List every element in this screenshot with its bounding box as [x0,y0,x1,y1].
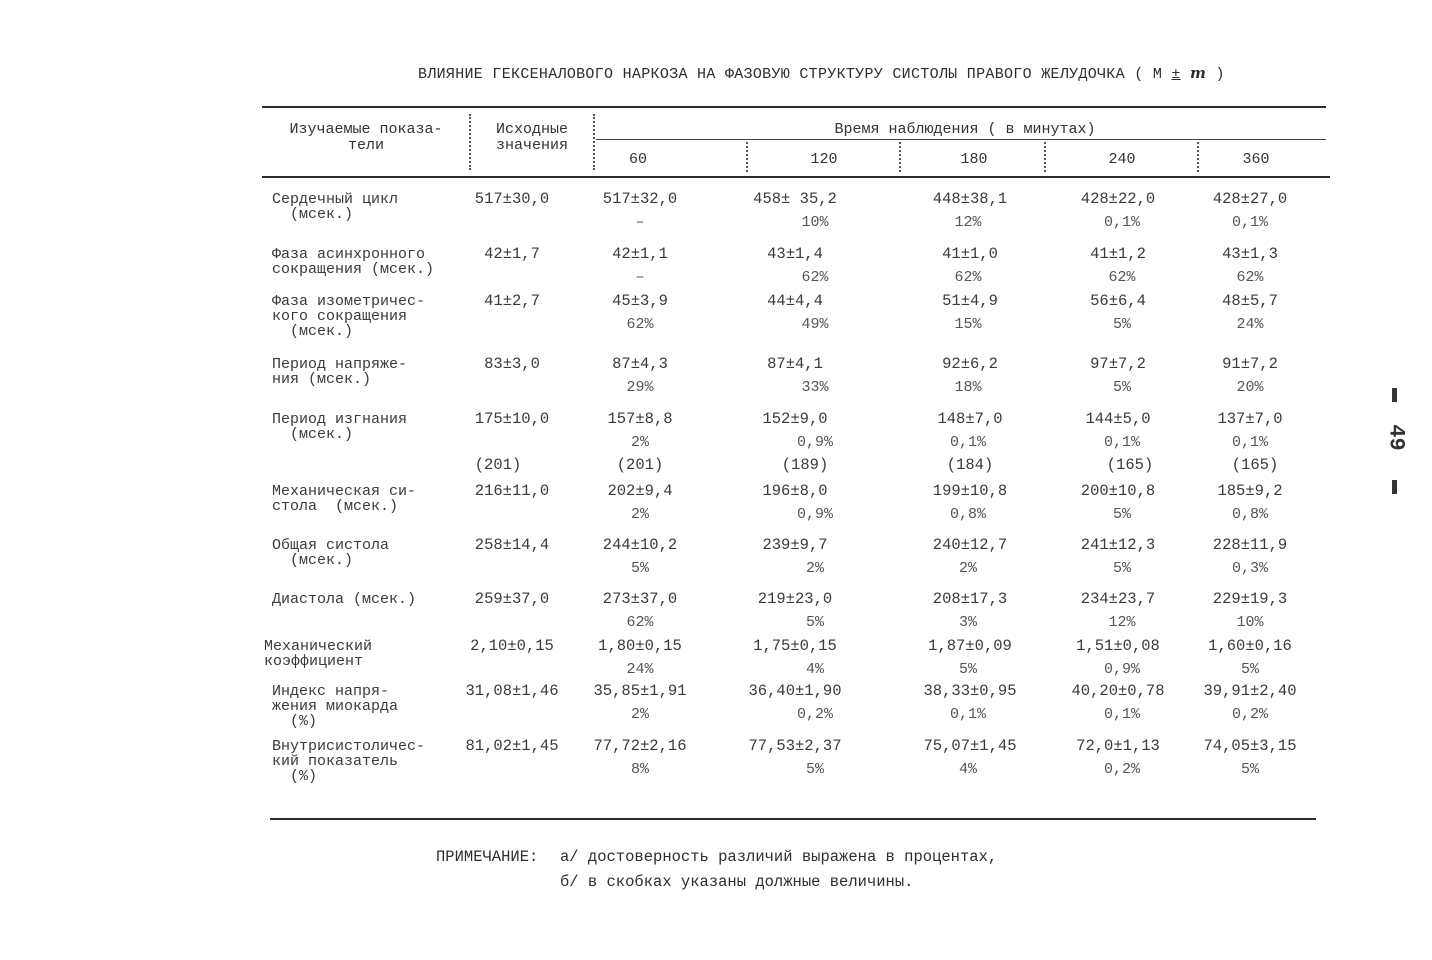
header-separator [593,114,595,170]
value-cell: 273±37,0 [602,590,678,608]
significance-cell: 2% [958,560,977,577]
row-label: Механический коэффициент [264,638,373,670]
row-label: Общая систола (мсек.) [272,537,390,569]
significance-cell: 0,8% [949,506,986,523]
header-time-60: 60 [628,151,647,168]
header-time-180: 180 [960,151,988,168]
value-cell: 144±5,0 [1085,410,1151,428]
significance-cell: 5% [1240,661,1259,678]
significance-cell: 0,1% [949,434,986,451]
significance-cell: 0,9% [1103,661,1140,678]
row-label: Диастола (мсек.) [272,591,417,608]
value-cell: 87±4,3 [612,355,668,373]
header-time-240: 240 [1108,151,1136,168]
initial-value-cell: 41±2,7 [484,292,540,310]
header-separator [746,142,748,172]
significance-cell: 5% [958,661,977,678]
significance-cell: 0,2% [796,706,833,723]
page-number-dash [1392,480,1397,494]
significance-cell: 5% [1112,506,1131,523]
value-cell: 448±38,1 [932,190,1008,208]
row-label: Сердечный цикл (мсек.) [272,191,399,223]
significance-cell: 0,1% [1103,214,1140,231]
significance-cell: 0,8% [1231,506,1268,523]
value-cell: 39,91±2,40 [1203,682,1297,700]
value-cell: 196±8,0 [762,482,828,500]
significance-cell: 2% [630,506,649,523]
header-observation-time: Время наблюдения ( в минутах) [834,121,1096,138]
header-time-360: 360 [1242,151,1270,168]
row-label: Фаза асинхронного сокращения (мсек.) [272,246,435,278]
significance-cell: 5% [1112,560,1131,577]
value-cell: 157±8,8 [607,410,673,428]
initial-value-cell: 31,08±1,46 [465,682,559,700]
value-cell: 44±4,4 [767,292,823,310]
header-separator [469,114,471,170]
significance-cell: 5% [1112,316,1131,333]
value-cell: 56±6,4 [1090,292,1146,310]
initial-value-cell: 259±37,0 [474,590,550,608]
significance-cell: 0,9% [796,434,833,451]
significance-cell: 33% [801,379,829,396]
significance-cell: 0,1% [1103,434,1140,451]
value-cell: 41±1,2 [1090,245,1146,263]
initial-value-cell: 216±11,0 [474,482,550,500]
value-cell: 200±10,8 [1080,482,1156,500]
title-m-symbol: m [1190,64,1207,82]
value-cell: 1,51±0,08 [1076,637,1160,655]
value-cell: 75,07±1,45 [923,737,1017,755]
significance-cell: 62% [1108,269,1136,286]
significance-cell: 2% [630,706,649,723]
value-cell: 517±32,0 [602,190,678,208]
normative-value-cell: (165) [1231,456,1279,474]
significance-cell: 62% [626,316,654,333]
header-bottom-rule [262,176,1330,178]
significance-cell: 29% [626,379,654,396]
header-separator [1197,142,1199,172]
significance-cell: 0,2% [1231,706,1268,723]
header-time-120: 120 [810,151,838,168]
significance-cell: 0,3% [1231,560,1268,577]
header-indicators: Изучаемые показа- тели [289,121,443,154]
row-label: Период изгнания (мсек.) [272,411,408,443]
value-cell: 428±27,0 [1212,190,1288,208]
value-cell: 92±6,2 [942,355,998,373]
row-label: Период напряже- ния (мсек.) [272,356,408,388]
value-cell: 51±4,9 [942,292,998,310]
initial-value-cell: 42±1,7 [484,245,540,263]
title-prefix: ВЛИЯНИЕ ГЕКСЕНАЛОВОГО НАРКОЗА НА ФАЗОВУЮ СТРУКТУРУ СИСТОЛЫ ПРАВОГО ЖЕЛУДОЧКА ( М [418,66,1172,83]
value-cell: 40,20±0,78 [1071,682,1165,700]
value-cell: 35,85±1,91 [593,682,687,700]
significance-cell: 8% [630,761,649,778]
value-cell: 1,80±0,15 [598,637,682,655]
significance-cell: 62% [626,614,654,631]
initial-value-cell: 258±14,4 [474,536,550,554]
significance-cell: 0,1% [1231,214,1268,231]
value-cell: 244±10,2 [602,536,678,554]
normative-value-cell: (201) [474,456,522,474]
significance-cell: 0,1% [949,706,986,723]
value-cell: 202±9,4 [607,482,673,500]
header-initial-values: Исходные значения [495,121,568,154]
value-cell: 239±9,7 [762,536,828,554]
value-cell: 77,72±2,16 [593,737,687,755]
significance-cell: 62% [801,269,829,286]
page-number [1376,380,1416,500]
significance-cell: 0,1% [1103,706,1140,723]
initial-value-cell: 175±10,0 [474,410,550,428]
significance-cell: 20% [1236,379,1264,396]
value-cell: 229±19,3 [1212,590,1288,608]
value-cell: 43±1,3 [1222,245,1278,263]
value-cell: 199±10,8 [932,482,1008,500]
value-cell: 74,05±3,15 [1203,737,1297,755]
value-cell: 228±11,9 [1212,536,1288,554]
value-cell: 42±1,1 [612,245,668,263]
significance-cell: 12% [1108,614,1136,631]
value-cell: 87±4,1 [767,355,823,373]
value-cell: 36,40±1,90 [748,682,842,700]
row-label: Индекс напря- жения миокарда (%) [272,683,399,730]
significance-cell: 5% [630,560,649,577]
value-cell: 45±3,9 [612,292,668,310]
note-heading: ПРИМЕЧАНИЕ: [436,848,539,866]
title-plusminus: ± [1171,66,1181,83]
table-top-rule [262,106,1326,108]
value-cell: 72,0±1,13 [1076,737,1160,755]
significance-cell: 2% [630,434,649,451]
value-cell: 152±9,0 [762,410,828,428]
row-label: Фаза изометричес- кого сокращения (мсек.) [272,293,426,340]
page-number-text: 49 [1383,424,1409,451]
significance-cell: 62% [954,269,982,286]
value-cell: 240±12,7 [932,536,1008,554]
value-cell: 1,75±0,15 [753,637,837,655]
normative-value-cell: (184) [946,456,994,474]
time-group-rule [596,139,1326,140]
value-cell: 208±17,3 [932,590,1008,608]
row-label: Внутрисистоличес- кий показатель (%) [272,738,426,785]
normative-value-cell: (189) [781,456,829,474]
value-cell: 1,87±0,09 [928,637,1012,655]
value-cell: 97±7,2 [1090,355,1146,373]
significance-cell: 2% [805,560,824,577]
value-cell: 41±1,0 [942,245,998,263]
significance-cell: – [635,214,645,231]
note-line-a: а/ достоверность различий выражена в процентах, [560,848,998,866]
initial-value-cell: 517±30,0 [474,190,550,208]
value-cell: 137±7,0 [1217,410,1283,428]
significance-cell: 3% [958,614,977,631]
value-cell: 1,60±0,16 [1208,637,1292,655]
initial-value-cell: 83±3,0 [484,355,540,373]
significance-cell: 5% [805,761,824,778]
row-label: Механическая си- стола (мсек.) [272,483,417,515]
significance-cell: 0,1% [1231,434,1268,451]
significance-cell: 0,9% [796,506,833,523]
significance-cell: 4% [805,661,824,678]
significance-cell: 10% [1236,614,1264,631]
significance-cell: 15% [954,316,982,333]
value-cell: 48±5,7 [1222,292,1278,310]
significance-cell: 12% [954,214,982,231]
title-suffix: ) [1206,66,1225,83]
value-cell: 38,33±0,95 [923,682,1017,700]
value-cell: 234±23,7 [1080,590,1156,608]
value-cell: 148±7,0 [937,410,1003,428]
note-line-b: б/ в скобках указаны должные величины. [560,873,914,891]
significance-cell: 0,2% [1103,761,1140,778]
header-separator [1044,142,1046,172]
significance-cell: 24% [626,661,654,678]
significance-cell: 18% [954,379,982,396]
value-cell: 43±1,4 [767,245,823,263]
value-cell: 241±12,3 [1080,536,1156,554]
significance-cell: 5% [1112,379,1131,396]
significance-cell: 62% [1236,269,1264,286]
header-separator [899,142,901,172]
significance-cell: – [635,269,645,286]
normative-value-cell: (165) [1106,456,1154,474]
significance-cell: 24% [1236,316,1264,333]
initial-value-cell: 81,02±1,45 [465,737,559,755]
significance-cell: 4% [958,761,977,778]
value-cell: 219±23,0 [757,590,833,608]
initial-value-cell: 2,10±0,15 [470,637,554,655]
value-cell: 77,53±2,37 [748,737,842,755]
value-cell: 458± 35,2 [753,190,837,208]
value-cell: 428±22,0 [1080,190,1156,208]
significance-cell: 5% [1240,761,1259,778]
value-cell: 185±9,2 [1217,482,1283,500]
table-bottom-rule [270,818,1316,820]
significance-cell: 5% [805,614,824,631]
table-title [418,64,1225,83]
value-cell: 91±7,2 [1222,355,1278,373]
significance-cell: 10% [801,214,829,231]
normative-value-cell: (201) [616,456,664,474]
significance-cell: 49% [801,316,829,333]
